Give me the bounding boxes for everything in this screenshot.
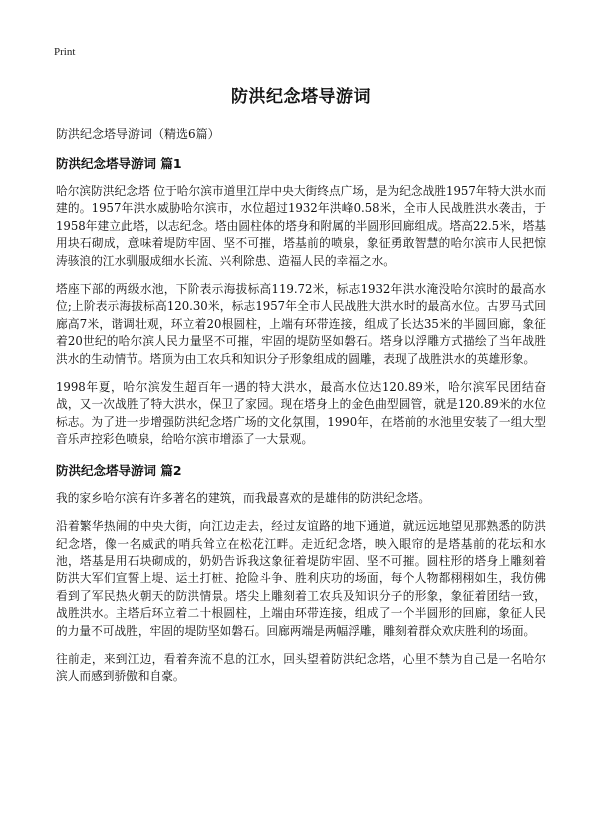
paragraph: 1998年夏，哈尔滨发生超百年一遇的特大洪水，最高水位达120.89米，哈尔滨军民团结奋战，又一次战胜了特大洪水，保卫了家园。现在塔身上的金色曲型圆管，就是120.89米的水位标志。为了进一步增强防洪纪念塔广场的文化氛围，1990年，在塔前的水池里安装了一组大型音乐声控彩色喷泉，给哈尔滨市增添了一大景观。: [56, 380, 546, 447]
section-1: [56, 156, 546, 449]
paragraph: 往前走，来到江边，看着奔流不息的江水，回头望着防洪纪念塔，心里不禁为自己是一名哈尔滨人而感到骄傲和自豪。: [56, 651, 546, 684]
document-subtitle: 防洪纪念塔导游词（精选6篇）: [56, 127, 220, 141]
paragraph: 我的家乡哈尔滨有许多著名的建筑，而我最喜欢的是雄伟的防洪纪念塔。: [56, 490, 431, 505]
page-title: 防洪纪念塔导游词: [231, 87, 371, 107]
print-link[interactable]: Print: [54, 46, 76, 58]
section-heading: 防洪纪念塔导游词 篇2: [56, 462, 182, 478]
paragraph: 塔座下部的两级水池，下阶表示海拔标高119.72米，标志1932年洪水淹没哈尔滨时的最高水位;上阶表示海拔标高120.30米，标志1957年全市人民战胜大洪水时的最高水位。古罗马式回廊高7米，谐调壮观，环立着20根圆柱，上端有环带连接，组成了长达35米的半圆回廊，象征着20世纪的哈尔滨人民力量坚不可摧，牢固的堤防坚如磐石。塔身以浮雕方式描绘了当年战胜洪水的生动情节。塔顶为由工农兵和知识分子形象组成的圆雕，表现了战胜洪水的英雄形象。: [56, 282, 546, 366]
section-heading: 防洪纪念塔导游词 篇1: [56, 156, 182, 171]
section-2: [56, 463, 546, 686]
paragraph: 哈尔滨防洪纪念塔 位于哈尔滨市道里江岸中央大街终点广场，是为纪念战胜1957年特大洪水而建的。1957年洪水威胁哈尔滨市，水位超过1932年洪峰0.58米，全市人民战胜洪水袭击，于1958年建立此塔，以志纪念。塔由圆柱体的塔身和附属的半圆形回廊组成。塔高22.5米，塔基用块石砌成，意味着堤防牢固、坚不可摧，塔基前的喷泉，象征勇敢智慧的哈尔滨市人民把惊涛骇浪的江水驯服成细水长流、兴利除患、造福人民的幸福之水。: [56, 184, 546, 268]
paragraph: 沿着繁华热闹的中央大街，向江边走去，经过友谊路的地下通道，就远远地望见那熟悉的防洪纪念塔，像一名威武的哨兵耸立在松花江畔。走近纪念塔，映入眼帘的是塔基前的花坛和水池，塔基是用石块砌成的，奶奶告诉我这象征着堤防牢固、坚不可摧。圆柱形的塔身上雕刻着防洪大军们宣誓上堤、运土打桩、抢险斗争、胜利庆功的场面，每个人物都栩栩如生，我仿佛看到了军民热火朝天的防洪情景。塔尖上雕刻着工农兵及知识分子的形象，象征着团结一致，战胜洪水。主塔后环立着二十根圆柱，上端由环带连接，组成了一个半圆形的回廊，象征人民的力量不可战胜，牢固的堤防坚如磐石。回廊两端是两幅浮雕，雕刻着群众欢庆胜利的场面。: [56, 519, 546, 638]
